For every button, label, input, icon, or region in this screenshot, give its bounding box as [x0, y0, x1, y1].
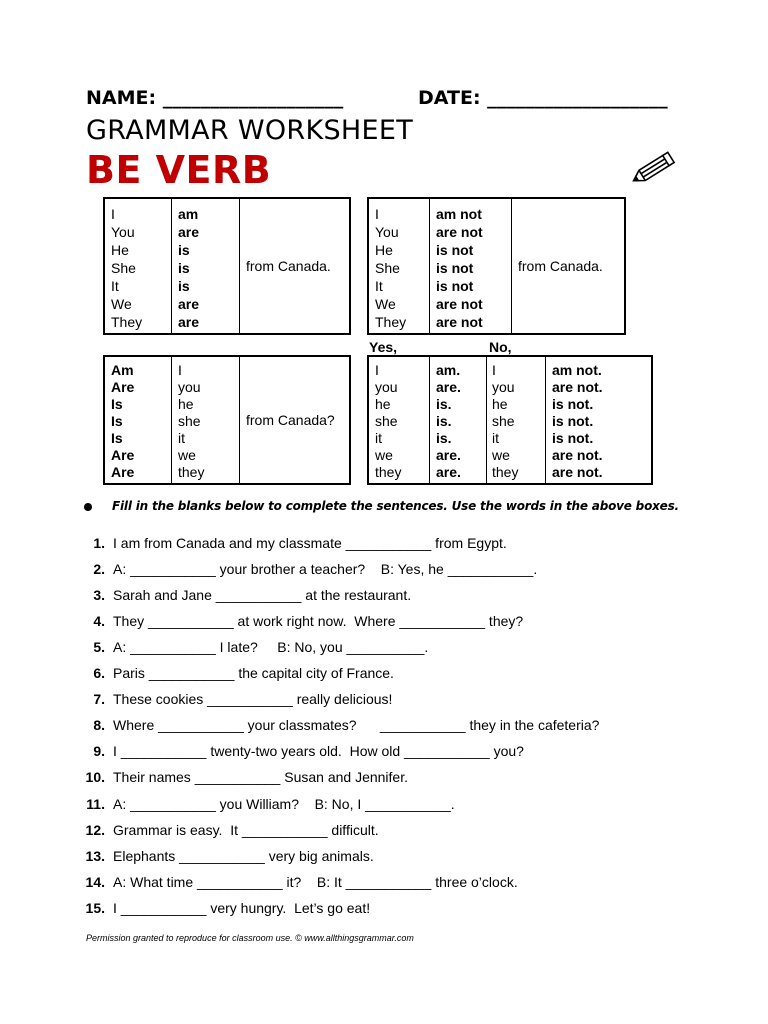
- subject-cell: they: [178, 464, 205, 480]
- question-text: Where ___________ your classmates? ___________ they in the cafeteria?: [113, 717, 600, 734]
- subject-cell: It: [375, 278, 383, 294]
- question-number: 15.: [85, 899, 105, 916]
- affirmative-verbs-column: [172, 199, 240, 333]
- subject-cell: it: [492, 430, 499, 446]
- subject-cell: We: [375, 296, 396, 312]
- subject-cell: he: [178, 396, 194, 412]
- subject-cell: You: [111, 224, 135, 240]
- question-subjects-column: [172, 357, 240, 483]
- subject-cell: you: [492, 379, 515, 395]
- verb-cell: is not.: [552, 413, 594, 429]
- question-text: I am from Canada and my classmate ___________ from Egypt.: [113, 535, 507, 551]
- question-item: [84, 663, 394, 683]
- question-text: A: ___________ your brother a teacher? B: Yes, he ___________.: [113, 561, 538, 578]
- question-text: A: ___________ I late? B: No, you __________.: [113, 639, 429, 656]
- verb-cell: is not: [436, 278, 474, 294]
- name-field-label: NAME: ___________________: [86, 87, 344, 109]
- verb-cell: are.: [436, 447, 461, 463]
- subject-cell: they: [375, 464, 402, 480]
- subject-cell: He: [111, 242, 129, 258]
- no-subjects-column: [487, 357, 546, 483]
- subject-cell: It: [111, 278, 119, 294]
- negative-verbs-column: [430, 199, 512, 333]
- verb-cell: Is: [111, 430, 123, 446]
- question-number: 14.: [85, 873, 105, 890]
- verb-cell: Are: [111, 464, 135, 480]
- verb-cell: are.: [436, 379, 461, 395]
- subject-cell: She: [111, 260, 136, 276]
- question-verbs-column: [105, 357, 172, 483]
- subject-cell: I: [375, 206, 379, 222]
- verb-cell: is: [178, 278, 190, 294]
- no-answer-label: No,: [489, 339, 512, 355]
- subject-cell: He: [375, 242, 393, 258]
- verb-cell: am: [178, 206, 199, 222]
- subject-cell: we: [492, 447, 510, 463]
- question-number: 10.: [85, 769, 105, 786]
- question-number: 12.: [85, 821, 105, 838]
- verb-cell: are not.: [552, 464, 603, 480]
- question-text: They ___________ at work right now. Where ___________ they?: [113, 613, 524, 630]
- verb-cell: is not.: [552, 396, 594, 412]
- question-number: 11.: [86, 795, 105, 812]
- question-number: 9.: [93, 743, 105, 760]
- question-text: A: What time ___________ it? B: It ___________ three o’clock.: [113, 873, 518, 890]
- verb-cell: Are: [111, 379, 135, 395]
- bullet-icon: [84, 503, 92, 511]
- subject-cell: she: [178, 413, 201, 429]
- verb-cell: are.: [436, 464, 461, 480]
- subject-cell: it: [178, 430, 185, 446]
- subject-cell: we: [375, 447, 393, 463]
- question-item: [84, 611, 523, 631]
- question-item: [84, 820, 379, 840]
- subject-cell: I: [178, 362, 182, 378]
- affirmative-subjects-column: [105, 199, 172, 333]
- verb-cell: are not: [436, 296, 483, 312]
- subject-cell: you: [178, 379, 201, 395]
- verb-cell: are not.: [552, 379, 603, 395]
- subject-cell: She: [375, 260, 400, 276]
- verb-cell: is not.: [552, 430, 594, 446]
- yes-verbs-column: [430, 357, 487, 483]
- question-number: 2.: [93, 561, 105, 578]
- negative-subjects-column: [369, 199, 430, 333]
- question-number: 1.: [93, 535, 105, 551]
- question-number: 8.: [93, 717, 105, 734]
- negative-complement: from Canada.: [518, 258, 603, 274]
- verb-cell: am not.: [552, 362, 602, 378]
- worksheet-subtitle: BE VERB: [86, 148, 272, 192]
- verb-cell: Is: [111, 396, 123, 412]
- verb-cell: is.: [436, 396, 452, 412]
- question-text: I ___________ twenty-two years old. How old ___________ you?: [113, 743, 524, 760]
- affirmative-table: [103, 197, 351, 335]
- instructions-text: Fill in the blanks below to complete the sentences. Use the words in the above boxes.: [112, 499, 679, 513]
- question-text: These cookies ___________ really delicious!: [113, 691, 393, 708]
- verb-cell: am.: [436, 362, 461, 378]
- pencil-icon: [624, 146, 684, 190]
- verb-cell: are: [178, 296, 200, 312]
- verb-cell: is.: [436, 413, 452, 429]
- question-item: [84, 741, 524, 761]
- verb-cell: Is: [111, 413, 123, 429]
- subject-cell: They: [111, 314, 143, 330]
- question-number: 3.: [93, 587, 105, 604]
- question-item: [84, 767, 408, 787]
- verb-cell: is: [178, 242, 190, 258]
- question-item: [84, 872, 518, 892]
- verb-cell: are not: [436, 314, 483, 330]
- subject-cell: they: [492, 464, 519, 480]
- yes-answer-label: Yes,: [369, 339, 398, 355]
- subject-cell: she: [375, 413, 398, 429]
- verb-cell: Am: [111, 362, 134, 378]
- question-item: [84, 533, 507, 553]
- question-item: [84, 559, 537, 579]
- question-item: [84, 794, 455, 814]
- subject-cell: it: [375, 430, 382, 446]
- question-number: 4.: [93, 613, 105, 630]
- subject-cell: he: [375, 396, 391, 412]
- subject-cell: You: [375, 224, 399, 240]
- question-number: 13.: [85, 847, 105, 864]
- affirmative-complement: from Canada.: [246, 258, 331, 274]
- subject-cell: I: [111, 206, 115, 222]
- worksheet-title: GRAMMAR WORKSHEET: [86, 115, 414, 146]
- subject-cell: you: [375, 379, 398, 395]
- question-number: 6.: [93, 665, 105, 682]
- subject-cell: we: [178, 447, 196, 463]
- question-text: Grammar is easy. It ___________ difficult.: [113, 821, 379, 838]
- date-field-label: DATE: ___________________: [418, 87, 668, 109]
- question-number: 7.: [93, 691, 105, 708]
- question-item: [84, 715, 599, 735]
- question-text: Their names ___________ Susan and Jennifer.: [113, 769, 408, 786]
- footer-permission: Permission granted to reproduce for classroom use. © www.allthingsgrammar.com: [86, 933, 414, 943]
- verb-cell: is.: [436, 430, 452, 446]
- question-text: Sarah and Jane ___________ at the restaurant.: [113, 587, 412, 604]
- negative-table: [367, 197, 626, 335]
- verb-cell: are: [178, 224, 200, 240]
- question-item: [84, 585, 411, 605]
- question-number: 5.: [93, 639, 105, 656]
- question-item: [84, 689, 392, 709]
- question-text: Paris ___________ the capital city of France.: [113, 665, 394, 682]
- subject-cell: I: [375, 362, 379, 378]
- verb-cell: is not: [436, 260, 474, 276]
- verb-cell: is: [178, 260, 190, 276]
- question-item: [84, 898, 370, 918]
- verb-cell: am not: [436, 206, 482, 222]
- subject-cell: They: [375, 314, 407, 330]
- question-text: Elephants ___________ very big animals.: [113, 847, 374, 864]
- verb-cell: are: [178, 314, 200, 330]
- subject-cell: I: [492, 362, 496, 378]
- verb-cell: is not: [436, 242, 474, 258]
- verb-cell: Are: [111, 447, 135, 463]
- yes-subjects-column: [369, 357, 430, 483]
- question-text: I ___________ very hungry. Let’s go eat!: [113, 899, 371, 916]
- no-verbs-column: [546, 357, 651, 483]
- subject-cell: We: [111, 296, 132, 312]
- question-table: [103, 355, 351, 485]
- question-item: [84, 637, 428, 657]
- verb-cell: are not.: [552, 447, 603, 463]
- question-text: A: ___________ you William? B: No, I ___________.: [113, 795, 455, 812]
- subject-cell: she: [492, 413, 515, 429]
- question-item: [84, 846, 374, 866]
- short-answer-table: [367, 355, 653, 485]
- question-complement: from Canada?: [246, 412, 335, 428]
- verb-cell: are not: [436, 224, 483, 240]
- subject-cell: he: [492, 396, 508, 412]
